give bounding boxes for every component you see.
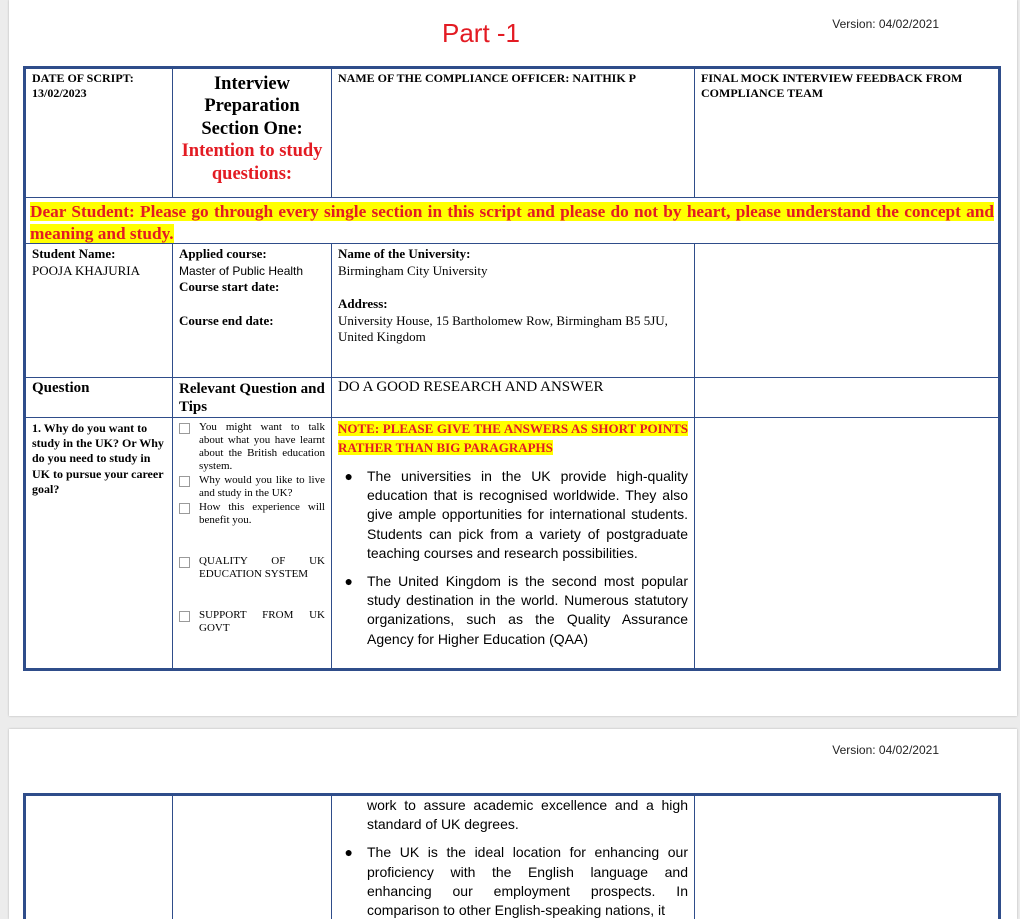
date-of-script-cell [26, 69, 172, 197]
student-notice: Dear Student: Please go through every single section in this script and please do not by heart, please understand the concept and meaning and study. [30, 202, 994, 243]
section-title: Interview Preparation Section One: [201, 74, 303, 139]
checkbox-icon [179, 476, 190, 487]
date-value: 13/02/2023 [32, 86, 87, 100]
document-page-2 [9, 729, 1017, 919]
tip-item: SUPPORT FROM UK GOVT [179, 609, 325, 635]
question-row [26, 417, 998, 668]
checkbox-icon [179, 503, 190, 514]
answer-cell [331, 796, 694, 919]
student-name-cell [26, 244, 172, 377]
feedback-column-header [694, 378, 998, 417]
answer-bullet: ● The UK is the ideal location for enhancing our proficiency with the English language and enhancing our employment prospects. In comparison to other English-speaking nations, it [338, 843, 688, 919]
student-name-value: POOJA KHAJURIA [32, 262, 140, 278]
answer-cell [331, 418, 694, 668]
answer-column-header: DO A GOOD RESEARCH AND ANSWER [331, 378, 694, 417]
tips-cell [172, 796, 331, 919]
part-title: Part -1 [441, 18, 521, 48]
bullet-icon: ● [344, 468, 353, 484]
course-start-label: Course start date: [179, 279, 280, 294]
checkbox-icon [179, 557, 190, 568]
feedback-cell [694, 796, 998, 919]
question-text: 1. Why do you want to study in the UK? Or Why do you need to study in UK to pursue your career goal? [32, 421, 164, 496]
address-value: University House, 15 Bartholomew Row, Birmingham B5 5JU, United Kingdom [338, 312, 668, 344]
continued-table [23, 793, 1001, 919]
compliance-officer-cell: NAME OF THE COMPLIANCE OFFICER: NAITHIK P [331, 69, 694, 197]
question-cell [26, 796, 172, 919]
question-column-header: Question [32, 380, 90, 396]
section-title-cell [172, 69, 331, 197]
course-label: Applied course: [179, 246, 267, 261]
university-cell [331, 244, 694, 377]
bullet-icon: ● [344, 573, 353, 590]
document-page-1 [9, 0, 1017, 716]
answer-bullet: ● The United Kingdom is the second most popular study destination in the world. Numerous statutory organizations, such as the Quality Assurance Agency for Higher Education (QAA) [338, 572, 688, 649]
section-subtitle: Intention to study questions: [181, 141, 323, 184]
tip-item: How this experience will benefit you. [179, 501, 325, 527]
version-label: Version: 04/02/2021 [832, 743, 939, 757]
checkbox-icon [179, 423, 190, 434]
address-label: Address: [338, 296, 388, 311]
notice-row [26, 197, 998, 243]
date-label: DATE OF SCRIPT: [32, 71, 134, 85]
checkbox-icon [179, 611, 190, 622]
version-label: Version: 04/02/2021 [832, 17, 939, 31]
course-value: Master of Public Health [179, 263, 304, 278]
answer-note: NOTE: PLEASE GIVE THE ANSWERS AS SHORT POINTS RATHER THAN BIG PARAGRAPHS [338, 421, 688, 455]
course-cell [172, 244, 331, 377]
answer-bullet: ● The universities in the UK provide high-quality education that is recognised worldwide. They also give ample opportunities for international students. Students can pick from a variety of postgraduate teaching courses and research possibilities. [338, 467, 688, 563]
university-value: Birmingham City University [338, 262, 488, 278]
tip-item: Why would you like to live and study in the UK? [179, 474, 325, 500]
university-label: Name of the University: [338, 246, 471, 261]
tip-item: You might want to talk about what you have learnt about the British education system. [179, 421, 325, 473]
column-header-row [26, 377, 998, 417]
student-name-label: Student Name: [32, 246, 116, 261]
bullet-icon: ● [344, 844, 353, 861]
header-row [26, 69, 998, 197]
interview-script-table [23, 66, 1001, 671]
answer-continued: work to assure academic excellence and a high standard of UK degrees. [367, 797, 688, 833]
student-info-row [26, 243, 998, 377]
notice-cell [26, 198, 998, 243]
feedback-cell [694, 244, 998, 377]
feedback-cell [694, 418, 998, 668]
final-feedback-cell: FINAL MOCK INTERVIEW FEEDBACK FROM COMPLIANCE TEAM [694, 69, 998, 197]
tips-cell [172, 418, 331, 668]
tip-item: QUALITY OF UK EDUCATION SYSTEM [179, 555, 325, 581]
tips-column-header: Relevant Question and Tips [172, 378, 331, 417]
course-end-label: Course end date: [179, 312, 274, 328]
